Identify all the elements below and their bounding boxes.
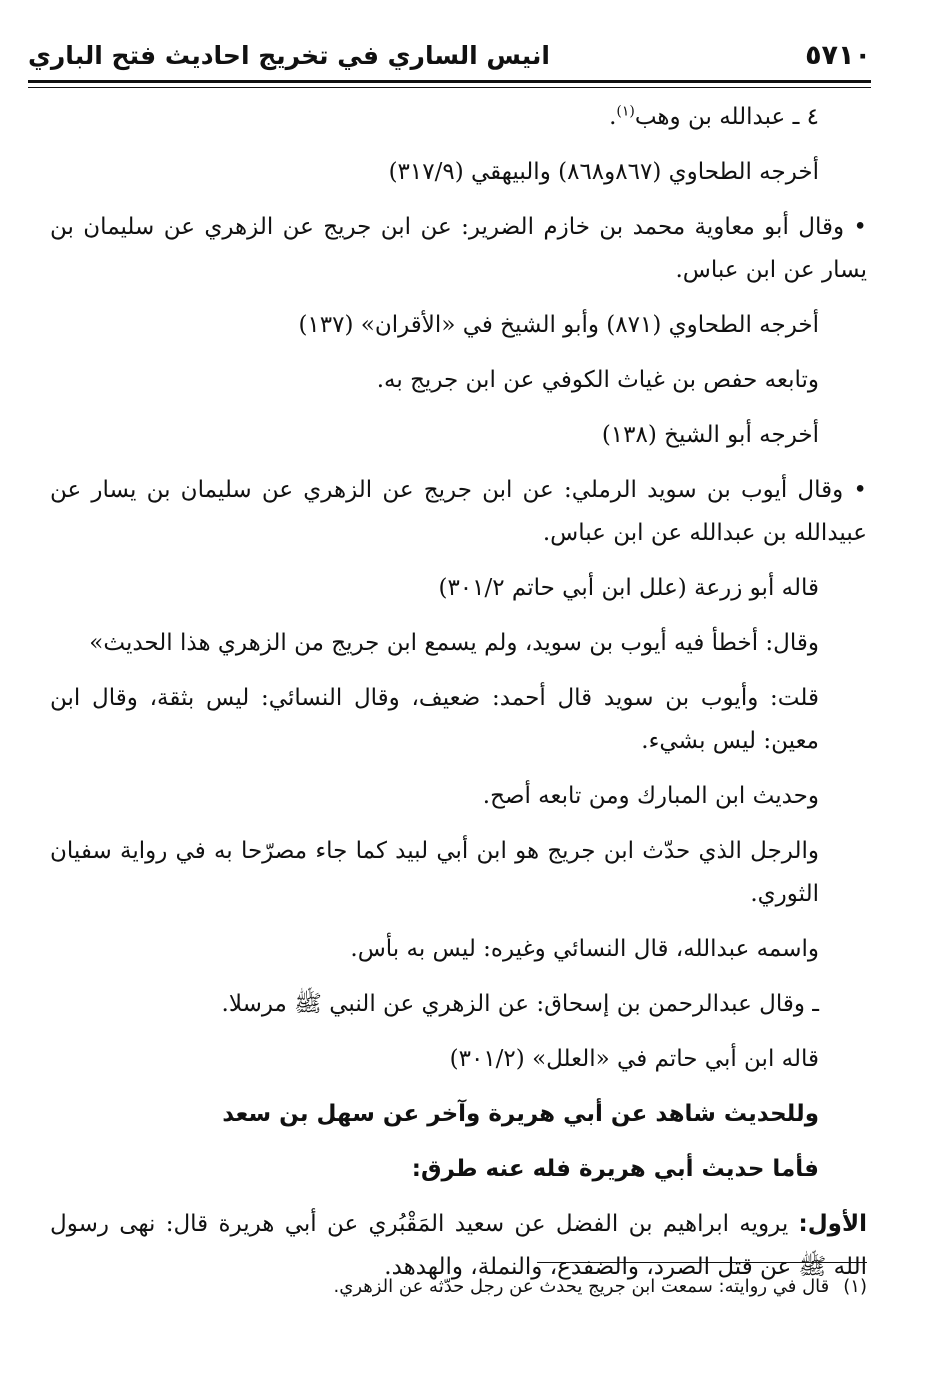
paragraph	[50, 830, 867, 916]
page-header	[28, 32, 871, 78]
footnote	[300, 1272, 867, 1302]
paragraph	[50, 151, 867, 194]
header-rule-thin	[28, 87, 871, 88]
paragraph	[50, 469, 867, 555]
paragraph	[50, 359, 867, 402]
footnote-marker: (١)	[616, 103, 635, 120]
paragraph	[50, 622, 867, 665]
paragraph-text: قلت: وأيوب بن سويد قال أحمد: ضعيف، وقال النسائي: ليس بثقة، وقال ابن معين: ليس بشيء.	[50, 685, 819, 754]
paragraph-text: واسمه عبدالله، قال النسائي وغيره: ليس به بأس.	[350, 936, 819, 962]
paragraph	[50, 206, 867, 292]
paragraph-text: وقال: أخطأ فيه أيوب بن سويد، ولم يسمع ابن جريج من الزهري هذا الحديث»	[89, 630, 819, 656]
running-title: انيس الساري في تخريج احاديث فتح الباري	[28, 40, 550, 70]
paragraph	[50, 567, 867, 610]
paragraph-text: ٤ ـ عبدالله بن وهب	[634, 104, 819, 130]
footnote-number: (١)	[843, 1276, 867, 1297]
paragraph	[50, 928, 867, 971]
paragraph-text: أخرجه الطحاوي (٨٦٧و٨٦٨) والبيهقي (٣١٧/٩)	[388, 159, 819, 185]
paragraph	[50, 304, 867, 347]
paragraph	[50, 1093, 867, 1136]
page-number: ٥٧١٠	[805, 39, 871, 71]
paragraph-text: • وقال أيوب بن سويد الرملي: عن ابن جريج عن الزهري عن سليمان بن يسار عن عبيدالله بن عبدالله عن ابن عباس.	[50, 477, 867, 546]
body-text	[50, 96, 867, 1301]
paragraph	[50, 1148, 867, 1191]
paragraph-lead: الأول:	[798, 1211, 867, 1237]
paragraph	[50, 983, 867, 1026]
paragraph-text: قاله ابن أبي حاتم في «العلل» (٣٠١/٢)	[449, 1046, 819, 1072]
paragraph-text: أخرجه الطحاوي (٨٧١) وأبو الشيخ في «الأقران» (١٣٧)	[298, 312, 819, 338]
paragraph	[50, 677, 867, 763]
paragraph-text: قاله أبو زرعة (علل ابن أبي حاتم ٣٠١/٢)	[438, 575, 819, 601]
header-rule-thick	[28, 80, 871, 83]
paragraph-text: ـ وقال عبدالرحمن بن إسحاق: عن الزهري عن النبي ﷺ مرسلا.	[221, 991, 819, 1017]
paragraph-text: وحديث ابن المبارك ومن تابعه أصح.	[482, 783, 819, 809]
paragraph-text: فأما حديث أبي هريرة فله عنه طرق:	[411, 1156, 819, 1182]
footnote-text: قال في روايته: سمعت ابن جريج يحدث عن رجل حدّثه عن الزهري.	[333, 1276, 830, 1297]
paragraph-text: أخرجه أبو الشيخ (١٣٨)	[601, 422, 819, 448]
paragraph-text: وللحديث شاهد عن أبي هريرة وآخر عن سهل بن سعد	[222, 1101, 819, 1127]
paragraph-text: • وقال أبو معاوية محمد بن خازم الضرير: عن ابن جريج عن الزهري عن سليمان بن يسار عن ابن عباس.	[50, 214, 867, 283]
paragraph-trailing-punctuation: .	[609, 104, 617, 130]
footnote-separator	[537, 1262, 867, 1263]
paragraph	[50, 96, 867, 139]
paragraph	[50, 414, 867, 457]
paragraph	[50, 775, 867, 818]
paragraph-text: يرويه ابراهيم بن الفضل عن سعيد المَقْبُري عن أبي هريرة قال: نهى رسول الله ﷺ عن قتل الصرد، والضفدع، والنملة، والهدهد.	[50, 1211, 867, 1280]
paragraph	[50, 1038, 867, 1081]
paragraph-text: وتابعه حفص بن غياث الكوفي عن ابن جريج به.	[376, 367, 819, 393]
paragraph-text: والرجل الذي حدّث ابن جريج هو ابن أبي لبيد كما جاء مصرّحا به في رواية سفيان الثوري.	[50, 838, 819, 907]
